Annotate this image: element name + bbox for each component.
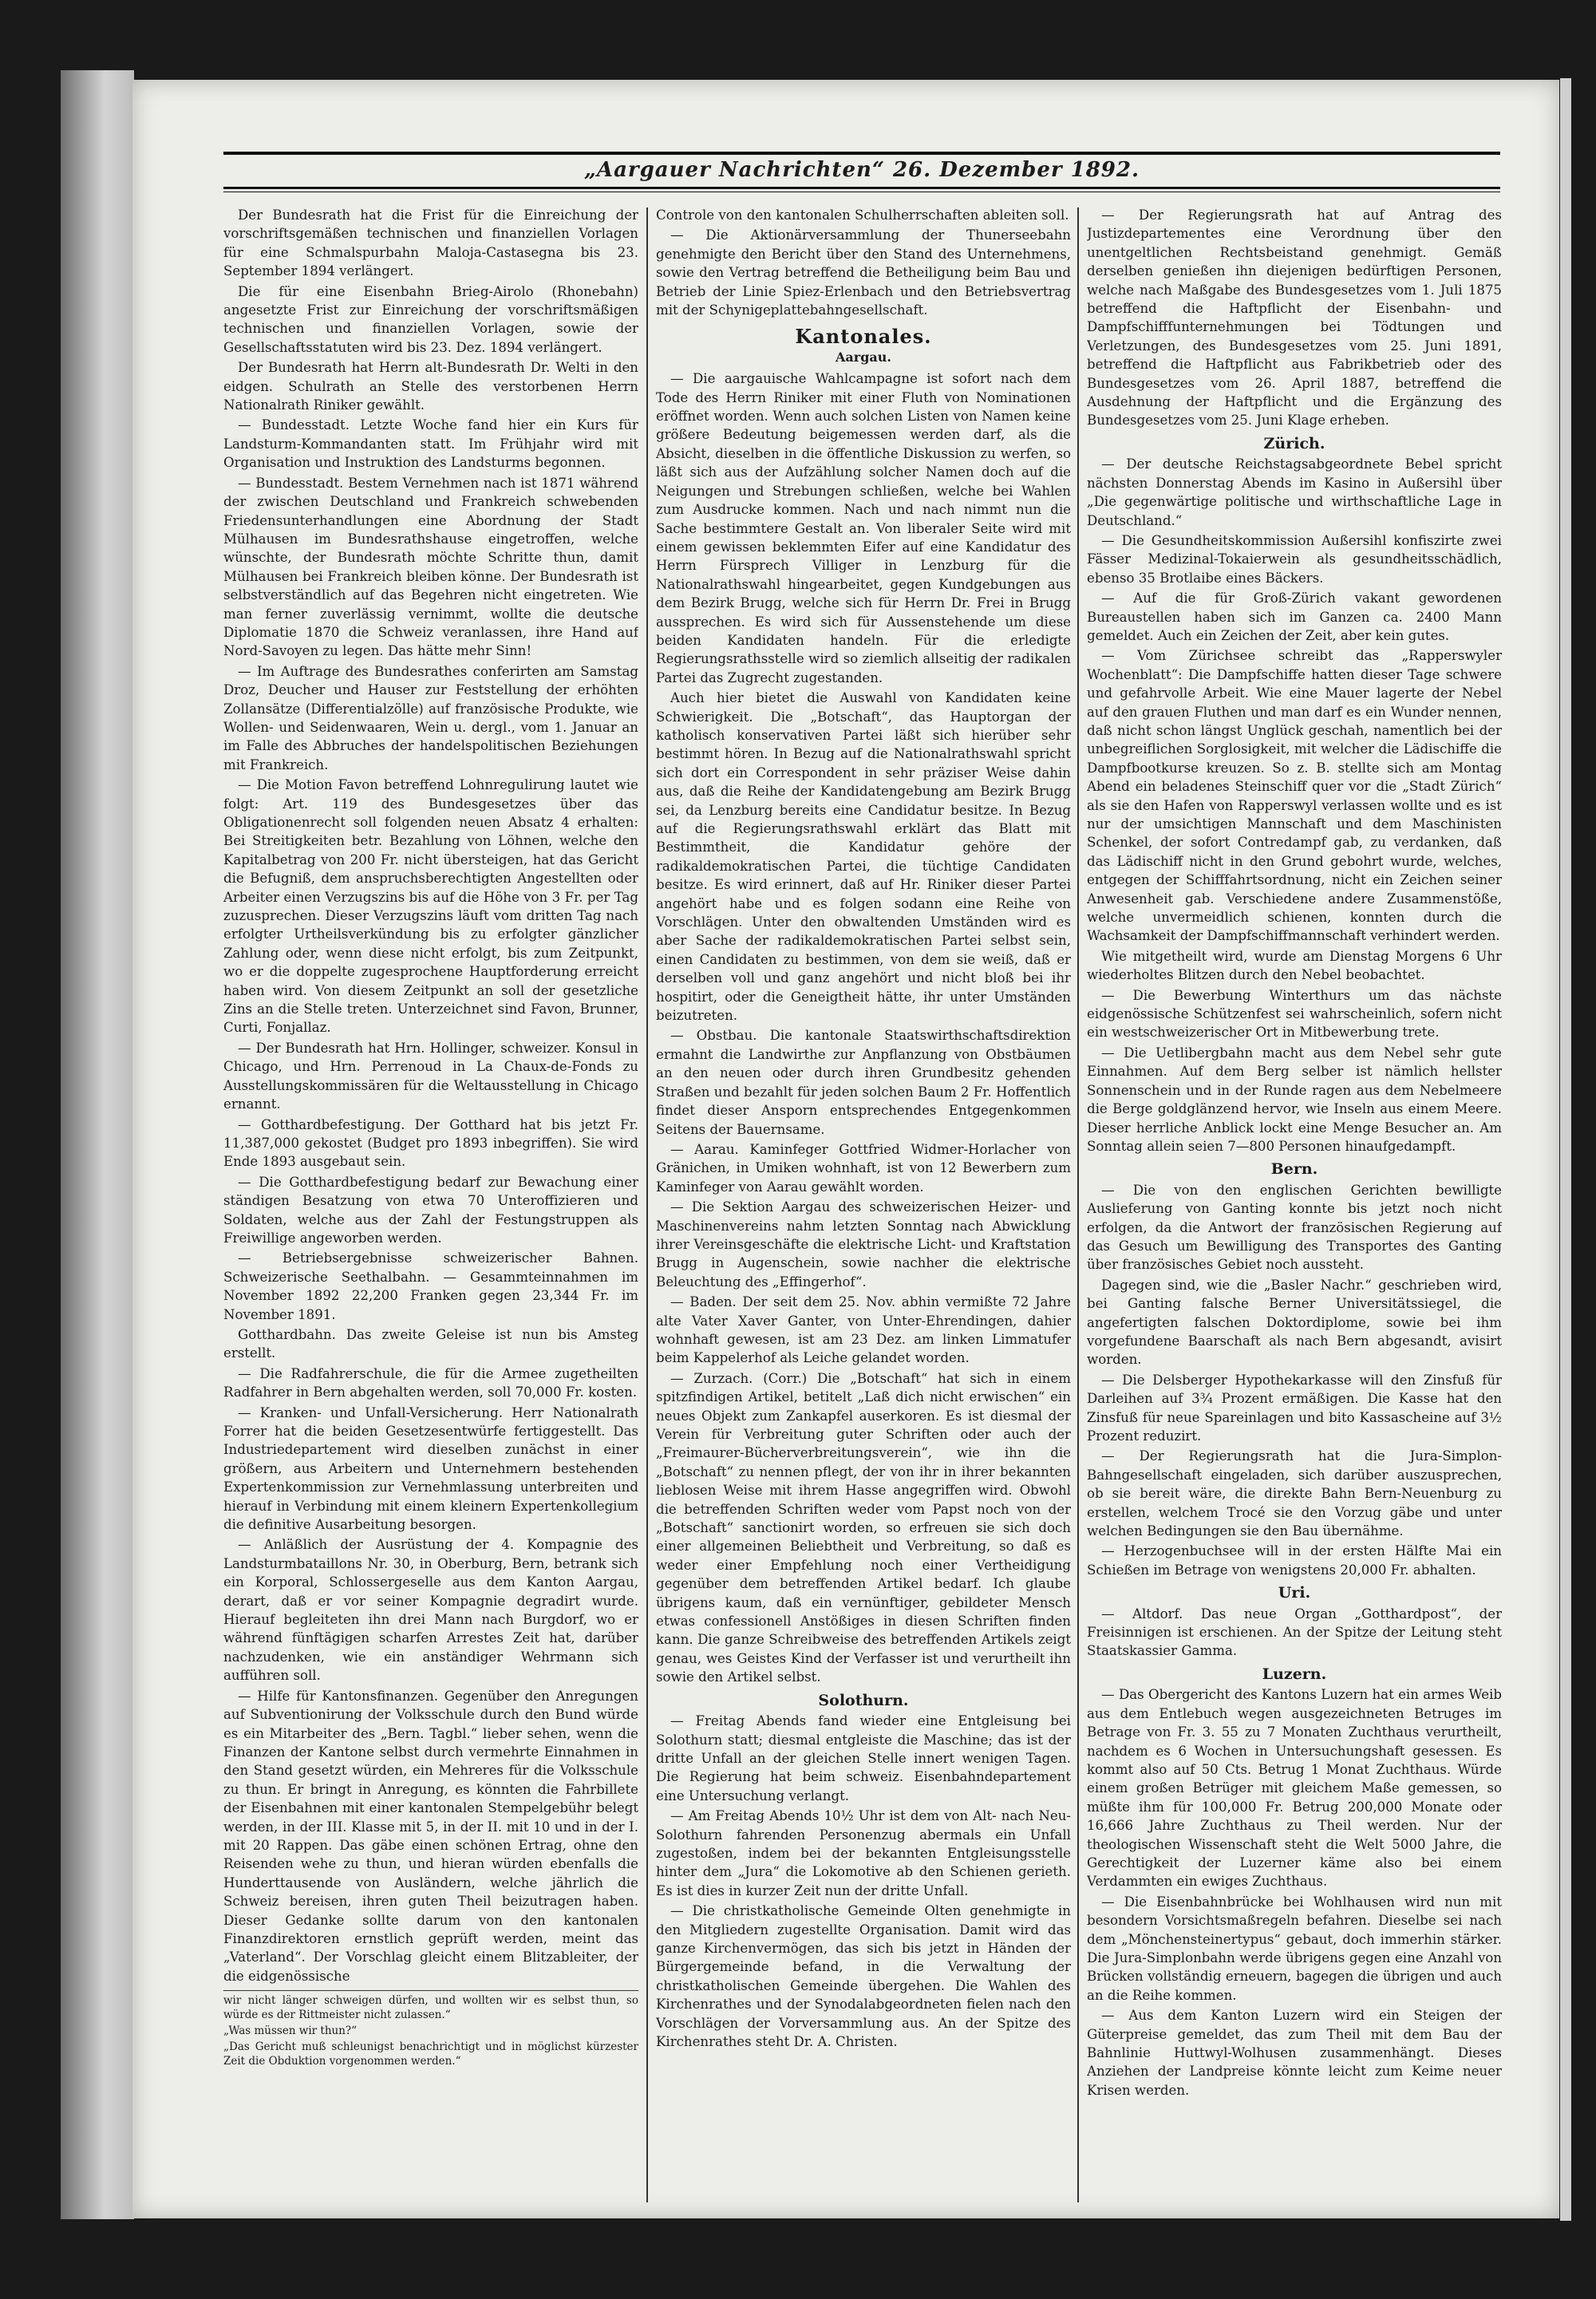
- column-divider-1: [646, 207, 648, 2202]
- article: — Die Motion Favon betreffend Lohnregulirung lautet wie folgt: Art. 119 des Bundesgesetzes über das Obligationenrecht soll folgenden neuen Absatz 4 erhalten: Bei Streitigkeiten betr. Bezahlung von Löhnen, welche den Kapitalbetrag von 200 Fr. nicht übersteigen, hat das Gericht die Befugniß, dem anspruchsberechtigten Angestellten oder Arbeiter einen Verzugszins bis auf die Höhe von 3 Fr. per Tag zuzusprechen. Dieser Verzugszins läuft vom dritten Tag nach erfolgter Urtheilsverkündung bis zu erfolgter gänzlicher Zahlung oder, wenn diese nicht erfolgt, bis zum Zeitpunkt, wo er die doppelte zugesprochene Hauptforderung erreicht haben wird. Von diesem Zeitpunkt an soll der gesetzliche Zins an die Stelle treten. Unterzeichnet sind Favon, Brunner, Curti, Fonjallaz.: [223, 777, 638, 1036]
- article: — Betriebsergebnisse schweizerischer Bahnen. Schweizerische Seethalbahn. — Gesammteinnahmen im November 1892 22,200 Franken gegen 23,344 Fr. im November 1891.: [223, 1250, 638, 1322]
- article: — Die Sektion Aargau des schweizerischen Heizer- und Maschinenvereins nahm letzten Sonntag nach Abwicklung ihrer Vereinsgeschäfte die elektrische Licht- und Kraftstation Brugg in Augenschein, sowie nachher die elektrische Beleuchtung des „Effingerhof“.: [656, 1199, 1071, 1290]
- section-heading-bern: Bern.: [1270, 1160, 1318, 1179]
- article: Dagegen sind, wie die „Basler Nachr.“ geschrieben wird, bei Ganting falsche Berner Universitätssiegel, die angefertigten falschen Doktordiplome, sowie bei ihm vorgefundene Baarschaft als nach Bern abgesandt, avisirt worden.: [1087, 1277, 1502, 1368]
- article: Gotthardbahn. Das zweite Geleise ist nun bis Amsteg erstellt.: [223, 1326, 638, 1361]
- article: — Der Bundesrath hat Hrn. Hollinger, schweizer. Konsul in Chicago, und Hrn. Perrenoud in La Chaux-de-Fonds zu Ausstellungskommissären für die Weltausstellung in Chicago ernannt.: [223, 1040, 638, 1112]
- article: — Die Bewerbung Winterthurs um das nächste eidgenössische Schützenfest sei wahrscheinlich, sofern nicht ein westschweizerischer Ort in Mitbewerbung trete.: [1087, 987, 1502, 1041]
- section-heading-aargau: Aargau.: [836, 349, 891, 365]
- column-1: [223, 206, 638, 2209]
- article: — Die von den englischen Gerichten bewilligte Auslieferung von Ganting konnte bis jetzt noch nicht erfolgen, da die Antwort der französischen Regierung auf das Gesuch um Bewilligung des Transportes des Ganting über französisches Gebiet noch aussteht.: [1087, 1182, 1502, 1273]
- masthead-rule-bottom: [223, 187, 1500, 189]
- article: — Die aargauische Wahlcampagne ist sofort nach dem Tode des Herrn Riniker mit einer Fluth von Nominationen eröffnet worden. Wenn auch solchen Listen von Namen keine größere Bedeutung beigemessen werden darf, als die Absicht, dieselben in die öffentliche Diskussion zu werfen, so läßt sich aus der Aufzählung solcher Namen doch auf die Neigungen und Strebungen schließen, welche bei Wahlen zum Ausdrucke kommen. Nach und nach nimmt nun die Sache bestimmtere Gestalt an. Von liberaler Seite wird mit einem gewissen beklemmten Eifer auf eine Kandidatur des Herrn Fürsprech Villiger in Lenzburg für die Nationalrathswahl hingearbeitet, gegen Kundgebungen aus dem Bezirk Brugg, welche sich für Herrn Dr. Frei in Brugg aussprechen. Es wird sich für Aussenstehende um diese beiden Kandidaten handeln. Für die erledigte Regierungsrathsstelle wird so ziemlich allseitig der radikalen Partei das Zugrecht zugestanden.: [656, 371, 1071, 685]
- article: — Altdorf. Das neue Organ „Gotthardpost“, der Freisinnigen ist erschienen. An der Spitze der Leitung steht Staatskassier Gamma.: [1087, 1606, 1502, 1659]
- footnote-line: „Das Gericht muß schleunigst benachrichtigt und in möglichst kürzester Zeit die Obduktion vorgenommen werden.“: [223, 2040, 638, 2068]
- section-heading-solothurn: Solothurn.: [818, 1691, 909, 1709]
- article: Die für eine Eisenbahn Brieg-Airolo (Rhonebahn) angesetzte Frist zur Einreichung der vorschriftsmäßigen technischen und finanziellen Vorlagen, sowie der Gesellschaftsstatuten wird bis 23. Dez. 1894 verlängert.: [223, 283, 638, 355]
- article: — Am Freitag Abends 10½ Uhr ist dem von Alt- nach Neu-Solothurn fahrenden Personenzug abermals ein Unfall zugestoßen, indem bei der bekannten Entgleisungsstelle hinter dem „Jura“ die Lokomotive ab den Schienen gerieth. Es ist dies in kurzer Zeit nun der dritte Unfall.: [656, 1808, 1071, 1898]
- article: — Die Uetlibergbahn macht aus dem Nebel sehr gute Einnahmen. Auf dem Berg selber ist nämlich hellster Sonnenschein und in der Runde ragen aus dem Nebelmeere die Berge goldglänzend hervor, wie Inseln aus einem Meere. Dieser herrliche Anblick lockt eine Menge Besucher an. Am Sonntag allein seien 7—800 Personen hinaufgedampft.: [1087, 1045, 1502, 1154]
- article: — Baden. Der seit dem 25. Nov. abhin vermißte 72 Jahre alte Vater Xaver Ganter, von Unter-Ehrendingen, dahier wohnhaft gewesen, ist am 23 Dez. am linken Limmatufer beim Kappelerhof als Leiche gelandet worden.: [656, 1294, 1071, 1366]
- article: — Die christkatholische Gemeinde Olten genehmigte in den Mitgliedern zugestellte Organisation. Damit wird das ganze Kirchenvermögen, das sich bis jetzt in Händen der Bürgergemeinde befand, in die Verwaltung der christkatholischen Gemeinde übergehen. Die Wahlen des Kirchenrathes und der Synodalabgeordneten fielen nach den Vorschlägen der Vorversammlung aus. An der Spitze des Kirchenrathes steht Dr. A. Christen.: [656, 1903, 1071, 2049]
- article: — Die Eisenbahnbrücke bei Wohlhausen wird nun mit besondern Vorsichtsmaßregeln befahren. Dieselbe sei nach dem „Mönchensteinertypus“ gebaut, doch immerhin stärker. Die Jura-Simplonbahn werde übrigens gegen eine Anzahl von Brücken vollständig erneuern, bagegen die übrigen und auch an die Reihe kommen.: [1087, 1894, 1502, 2003]
- article: — Bundesstadt. Bestem Vernehmen nach ist 1871 während der zwischen Deutschland und Frankreich schwebenden Friedensunterhandlungen eine Abordnung der Stadt Mülhausen im Bundesrathshause eingetroffen, welche wünschte, der Bundesrath möchte Schritte thun, damit Mülhausen bei Frankreich bleiben könne. Der Bundesrath ist selbstverständlich auf das Begehren nicht eingetreten. Wie man ferner zuverlässig vernimmt, wollte die deutsche Diplomatie 1870 die Schweiz veranlassen, ihre Hand auf Nord-Savoyen zu legen. Das hätte mehr Sinn!: [223, 475, 638, 659]
- article: Der Bundesrath hat Herrn alt-Bundesrath Dr. Welti in den eidgen. Schulrath an Stelle des verstorbenen Herrn Nationalrath Riniker gewählt.: [223, 360, 638, 413]
- article: — Der Regierungsrath hat auf Antrag des Justizdepartementes eine Verordnung über den unentgeltlichen Rechtsbeistand genehmigt. Gemäß derselben genießen ihn diejenigen bedürftigen Personen, welche nach Maßgabe des Bundesgesetzes vom 1. Juli 1875 betreffend die Haftpflicht der Eisenbahn- und Dampfschifffunternehmungen bei Tödtungen und Verletzungen, des Bundesgesetzes vom 25. Juni 1891, betreffend die Haftpflicht aus Fabrikbetrieb oder des Bundesgesetzes vom 26. April 1887, betreffend die Ausdehnung der Haftpflicht und die Ergänzung des Bundesgesetzes vom 25. Juni Klage erheben.: [1087, 207, 1502, 429]
- article: — Im Auftrage des Bundesrathes conferirten am Samstag Droz, Deucher und Hauser zur Feststellung der erhöhten Zollansätze (Differentialzölle) auf französische Produkte, wie Wollen- und Seidenwaaren, Wein u. dergl., vom 1. Januar an im Falle des Abbruches der handelspolitischen Beziehungen mit Frankreich.: [223, 663, 638, 772]
- page-content: [132, 80, 1559, 2218]
- serial-footnote: [223, 1990, 638, 2068]
- footnote-line: „Was müssen wir thun?“: [223, 2024, 358, 2038]
- article: — Anläßlich der Ausrüstung der 4. Kompagnie des Landsturmbataillons Nr. 30, in Oberburg, Bern, betrank sich ein Korporal, Schlossergeselle aus dem Kanton Aargau, derart, daß er vor seiner Kompagnie degradirt wurde. Hierauf begleiteten ihn drei Mann nach Burgdorf, wo er während fünftägigen scharfen Arrestes Zeit hat, darüber nachzudenken, wie ein anständiger Wehrmann sich aufführen soll.: [223, 1537, 638, 1684]
- section-heading-zuerich: Zürich.: [1263, 434, 1325, 452]
- article: Wie mitgetheilt wird, wurde am Dienstag Morgens 6 Uhr wiederholtes Blitzen durch den Nebel beobachtet.: [1087, 948, 1502, 983]
- column-divider-2: [1077, 207, 1079, 2202]
- article: Auch hier bietet die Auswahl von Kandidaten keine Schwierigkeit. Die „Botschaft“, das Hauptorgan der katholisch konservativen Partei läßt sich hierüber sehr bestimmt hören. In Bezug auf die Nationalrathswahl spricht sich dort ein Correspondent in sehr präziser Weise dahin aus, daß die Reihe der Kandidatengebung am Bezirk Brugg sei, da Lenzburg bereits eine Candidatur besitze. In Bezug auf die Regierungsrathswahl erklärt das Blatt mit Bestimmtheit, die Kandidatur gehöre der radikaldemokratischen Partei, die tüchtige Candidaten besitze. Es wird erinnert, daß auf Hr. Riniker dieser Partei angehört habe und es folgen sodann eine Reihe von Vorschlägen. Unter den obwaltenden Umständen wird es aber Sache der radikaldemokratischen Partei selbst sein, einen Candidaten zu bestimmen, von dem sie weiß, daß er derselben voll und ganz angehört und nicht bloß bei ihr hospitirt, oder die Geneigtheit hätte, ihr unter Umständen beizutreten.: [656, 690, 1071, 1024]
- article: — Vom Zürichsee schreibt das „Rapperswyler Wochenblatt“: Die Dampfschiffe hatten dieser Tage schwere und gefahrvolle Arbeit. Wie eine Mauer lagerte der Nebel auf den grauen Fluthen und man darf es ein Wunder nennen, daß nicht schon längst Unglück geschah, namentlich bei der unbegreiflichen Sorglosigkeit, mit welcher die Lädischiffe die Dampfbootkurse kreuzen. So z. B. stellte sich am Montag Abend ein beladenes Steinschiff quer vor die „Stadt Zürich“ als sie den Hafen von Rapperswyl verlassen wollte und es ist nur der umsichtigen Mannschaft und dem Maschinisten Schenkel, der sofort Contredampf gab, zu verdanken, daß das Lädischiff nicht in den Grund gebohrt wurde, welches, entgegen der Schifffahrtsordnung, nicht ein Zeichen seiner Anwesenheit gab. Verschiedene andere Zusammenstöße, welche unvermeidlich schienen, konnten durch die Wachsamkeit der Dampfschiffmannschaft verhindert werden.: [1087, 648, 1502, 944]
- section-heading-uri: Uri.: [1278, 1584, 1311, 1602]
- article: — Die Radfahrerschule, die für die Armee zugetheilten Radfahrer in Bern abgehalten werden, soll 70,000 Fr. kosten.: [223, 1365, 638, 1400]
- previous-page-edge: [61, 70, 134, 2219]
- article: — Auf die für Groß-Zürich vakant gewordenen Bureaustellen haben sich im Ganzen ca. 2400 Mann gemeldet. Auch ein Zeichen der Zeit, aber kein gutes.: [1087, 591, 1502, 643]
- column-2: [656, 206, 1071, 2209]
- article: — Bundesstadt. Letzte Woche fand hier ein Kurs für Landsturm-Kommandanten statt. Im Frühjahr wird mit Organisation und Instruktion des Landsturms begonnen.: [223, 417, 638, 471]
- article: — Hilfe für Kantonsfinanzen. Gegenüber den Anregungen auf Subventionirung der Volksschule durch den Bund würde es ein Mitarbeiter des „Bern. Tagbl.“ lieber sehen, wenn die Finanzen der Kantone selbst durch vermehrte Einnahmen in den Stand gesetzt würden, ein Mehreres für die Volksschule zu thun. Er bringt in Anregung, es könnten die Fahrbillete der Eisenbahnen mit einer kantonalen Stempelgebühr belegt werden, in der III. Klasse mit 5, in der II. mit 10 und in der I. mit 20 Rappen. Das gäbe einen schönen Ertrag, ohne den Reisenden wehe zu thun, und hieran würden ebenfalls die Hunderttausende von Ausländern, welche jährlich die Schweiz bereisen, ihren guten Theil beizutragen haben. Dieser Gedanke sollte darum von den kantonalen Finanzdirektoren ernstlich geprüft werden, meint das „Vaterland“. Der Vorschlag gleicht einem Blitzableiter, der die eidgenössische: [223, 1688, 638, 1984]
- article: Controle von den kantonalen Schulherrschaften ableiten soll.: [656, 207, 1069, 223]
- masthead-rule-top: [223, 152, 1500, 155]
- article: — Obstbau. Die kantonale Staatswirthschaftsdirektion ermahnt die Landwirthe zur Anpflanzung von Obstbäumen an den neuen oder durch ihren Grundbesitz gehenden Straßen und bezahlt für jeden solchen Baum 2 Fr. Hoffentlich findet dieser Ansporn entsprechendes Entgegenkommen Seitens der Bauernsame.: [656, 1028, 1071, 1137]
- article: — Herzogenbuchsee will in der ersten Hälfte Mai ein Schießen im Betrage von wenigstens 20,000 Fr. abhalten.: [1087, 1543, 1502, 1578]
- article: — Kranken- und Unfall-Versicherung. Herr Nationalrath Forrer hat die beiden Gesetzesentwürfe fertiggestellt. Das Industriedepartement wird dieselben zunächst in einer größern, aus Arbeitern und Unternehmern bestehenden Expertenkommission zur Vernehmlassung unterbreiten und hierauf in Verbindung mit einem kleinern Expertenkollegium die definitive Ausarbeitung besorgen.: [223, 1404, 638, 1533]
- masthead: „Aargauer Nachrichten“ 26. Dezember 1892.: [583, 158, 1140, 182]
- article: — Die Gesundheitskommission Außersihl konfiszirte zwei Fässer Medizinal-Tokaierwein als gesundheitsschädlich, ebenso 35 Brotlaibe eines Bäckers.: [1087, 532, 1502, 586]
- article: — Die Delsberger Hypothekarkasse will den Zinsfuß für Darleihen auf 3¾ Prozent ermäßigen. Die Kasse hat den Zinsfuß für neue Spareinlagen und bito Kassascheine auf 3½ Prozent reduzirt.: [1087, 1372, 1502, 1444]
- article: Der Bundesrath hat die Frist für die Einreichung der vorschriftsgemäßen technischen und finanziellen Vorlagen für eine Schmalspurbahn Maloja-Castasegna bis 23. September 1894 verlängert.: [223, 207, 638, 279]
- article: — Aarau. Kaminfeger Gottfried Widmer-Horlacher von Gränichen, in Umiken wohnhaft, ist von 12 Bewerbern zum Kaminfeger von Aarau gewählt worden.: [656, 1141, 1071, 1195]
- article: — Zurzach. (Corr.) Die „Botschaft“ hat sich in einem spitzfindigen Artikel, betitelt „Laß dich nicht erwischen“ ein neues Objekt zum Zankapfel auserkoren. Es ist diesmal der Verein für Verbreitung guter Schriften oder auch der „Freimaurer-Bücherverbreitungsverein“, wie ihn die „Botschaft“ zu nennen pflegt, der von ihr in ihrer bekannten lieblosen Weise mit ihrem Hasse angegriffen wird. Obwohl die betreffenden Schriften weder vom Papst noch von der „Botschaft“ sanctionirt worden, so erfreuen sie sich doch einer allgemeinen Beliebtheit und Verbreitung, so daß es weder einer Empfehlung noch einer Vertheidigung gegenüber dem betreffenden Artikel bedarf. Ich glaube übrigens kaum, daß ein vernünftiger, gebildeter Mensch etwas confessionell Anstößiges in diesen Schriften finden kann. Die ganze Schreibweise des betreffenden Artikels zeigt genau, wes Geistes Kind der Verfasser ist und verurtheilt ihn sowie den Artikel selbst.: [656, 1370, 1071, 1685]
- article: — Das Obergericht des Kantons Luzern hat ein armes Weib aus dem Entlebuch wegen ausgezeichneten Betruges im Betrage von Fr. 3. 55 zu 7 Monaten Zuchthaus verurtheilt, nachdem es 6 Wochen in Untersuchungshaft gesessen. Es kommt also auf 50 Cts. Betrug 1 Monat Zuchthaus. Würde einem großen Betrüger mit gleichem Maße gemessen, so müßte ihm für 100,000 Fr. Betrug 200,000 Monate oder 16,666 Jahre Zuchthaus zu Theil werden. Nur der theologischen Wissenschaft steht die Welt 5000 Jahre, die Gerechtigkeit der Luzerner käme also bei einem Verdammten ein ewiges Zuchthaus.: [1087, 1687, 1502, 1890]
- section-heading-kantonales: Kantonales.: [795, 325, 932, 349]
- column-3: [1087, 206, 1502, 2209]
- footnote-line: wir nicht länger schweigen dürfen, und wollten wir es selbst thun, so würde es der Rittmeister nicht zulassen.“: [223, 1994, 638, 2022]
- page-edge-right: [1560, 78, 1571, 2221]
- section-heading-luzern: Luzern.: [1262, 1665, 1327, 1683]
- article: — Die Aktionärversammlung der Thunerseebahn genehmigte den Bericht über den Stand des Unternehmens, sowie den Vertrag betreffend die Betheiligung beim Bau und Betrieb der Linie Spiez-Erlenbach und den Betriebsvertrag mit der Schynigeplattebahngesellschaft.: [656, 227, 1071, 318]
- article: — Gotthardbefestigung. Der Gotthard hat bis jetzt Fr. 11,387,000 gekostet (Budget pro 1893 inbegriffen). Sie wird Ende 1893 ausgebaut sein.: [223, 1116, 638, 1170]
- article: — Freitag Abends fand wieder eine Entgleisung bei Solothurn statt; diesmal entgleiste die Maschine; das ist der dritte Unfall an der gleichen Stelle innert wenigen Tagen. Die Regierung hat beim schweiz. Eisenbahndepartement eine Untersuchung verlangt.: [656, 1713, 1071, 1803]
- article: — Die Gotthardbefestigung bedarf zur Bewachung einer ständigen Besatzung von etwa 70 Unteroffizieren und Soldaten, welche aus der Zahl der Festungstruppen als Freiwillige angeworben werden.: [223, 1174, 638, 1246]
- article: — Der deutsche Reichstagsabgeordnete Bebel spricht nächsten Donnerstag Abends im Kasino in Außersihl über „Die gegenwärtige politische und wirthschaftliche Lage in Deutschland.“: [1087, 456, 1502, 528]
- article: — Der Regierungsrath hat die Jura-Simplon-Bahngesellschaft eingeladen, sich darüber auszusprechen, ob sie bereit wäre, die direkte Bahn Bern-Neuenburg zu erstellen, welchem Trocé sie den Vorzug gäbe und unter welchen Bedingungen sie den Bau übernähme.: [1087, 1448, 1502, 1539]
- article: — Aus dem Kanton Luzern wird ein Steigen der Güterpreise gemeldet, das zum Theil mit dem Bau der Bahnlinie Huttwyl-Wolhusen zusammenhängt. Dieses Anziehen der Landpreise könnte leicht zum Keime neuer Krisen werden.: [1087, 2008, 1502, 2098]
